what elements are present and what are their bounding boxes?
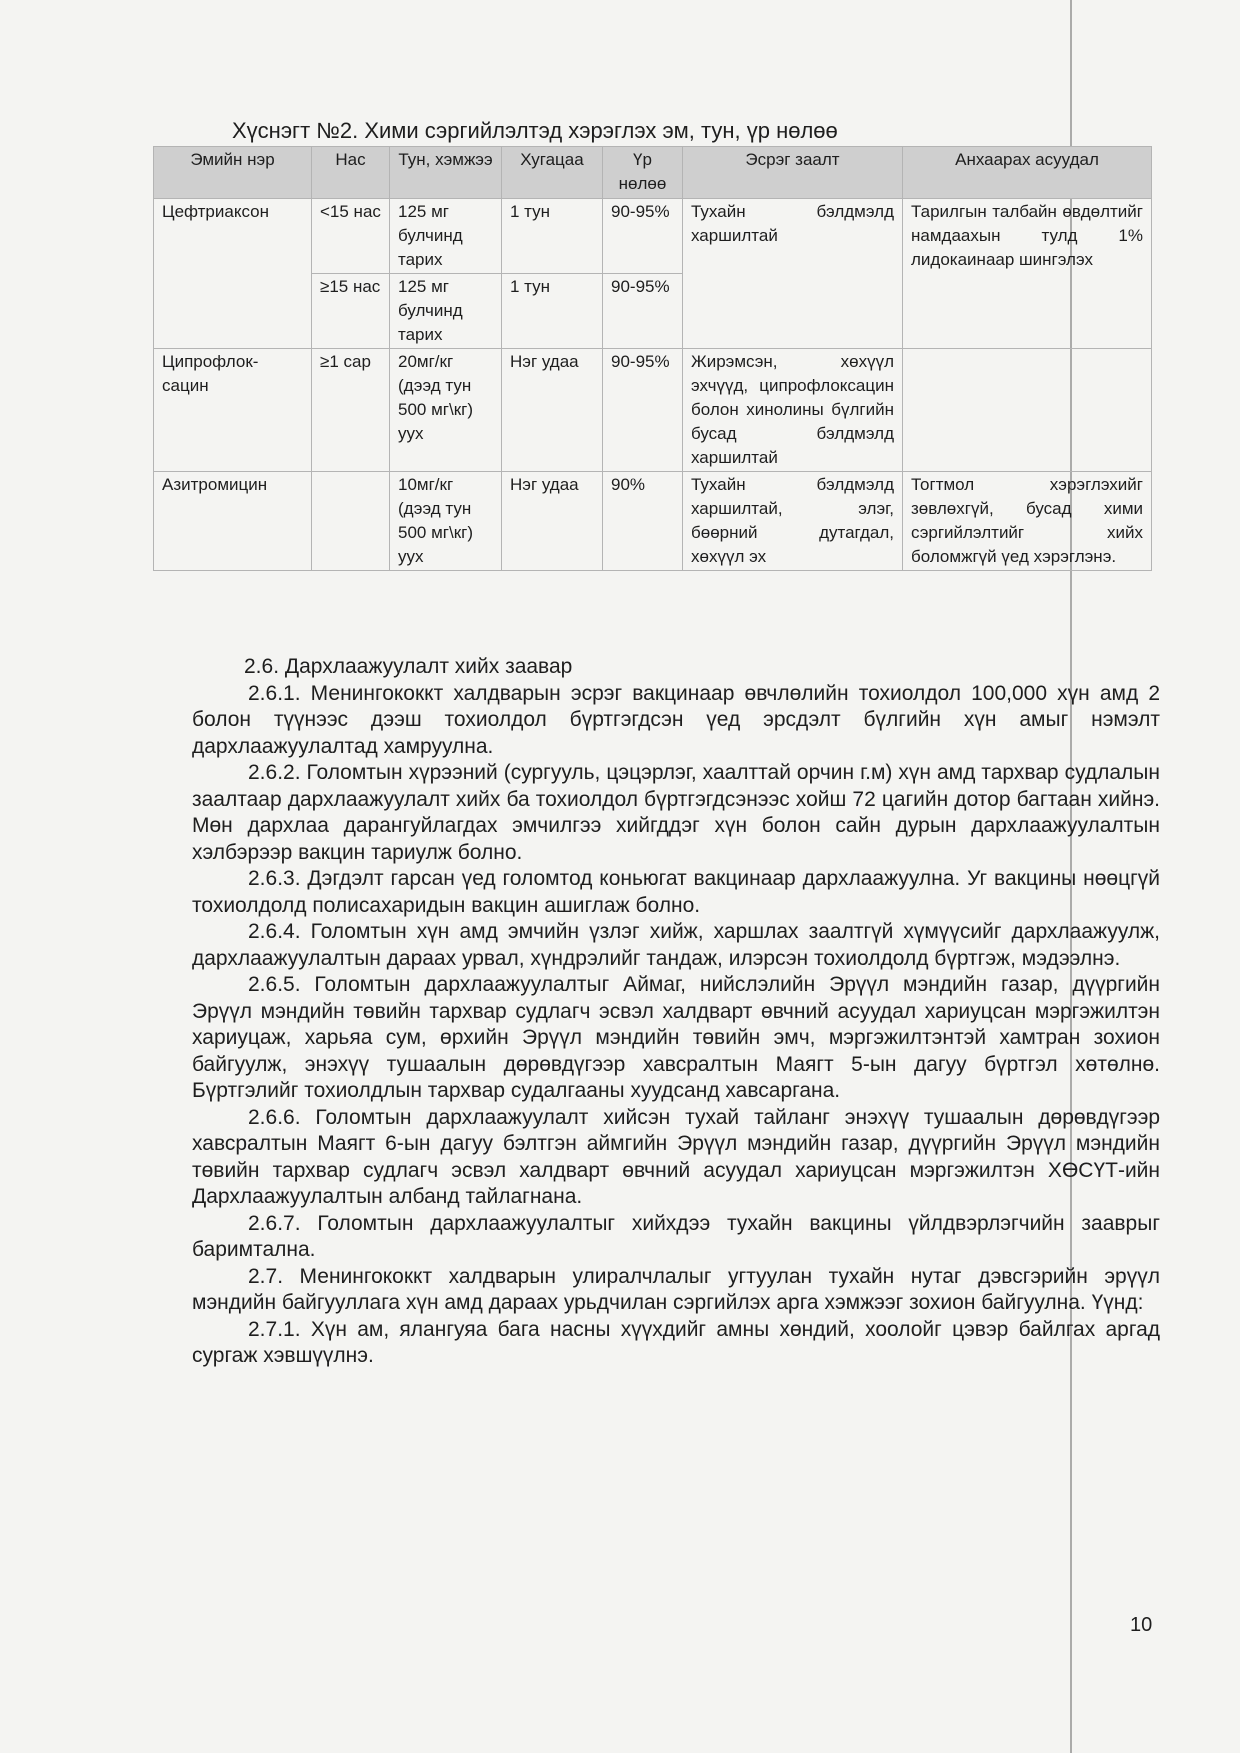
cell-age: <15 нас (312, 199, 390, 274)
paragraph-2-7: 2.7. Менингококкт халдварын улиралчлалыг угтуулан тухайн нутаг дэвсгэрийн эрүүл мэндийн байгууллага хүн амд дараах урьдчилан сэргийлэх арга хэмжээг зохион байгуулна. Үүнд: (192, 1264, 1160, 1314)
table-header-row (154, 147, 1152, 199)
cell-age (312, 472, 390, 571)
paragraph-2-6-6: 2.6.6. Голомтын дархлаажуулалт хийсэн тухай тайланг энэхүү тушаалын дөрөвдүгээр хавсралтын Маягт 6-ын дагуу бэлтгэн аймгийн Эрүүл мэндийн газар, дүүргийн Эрүүл мэндийн төвийн тархвар судлагч эсвэл халдварт өвчний асуудал хариуцсан мэргэжилтэн ХӨСҮТ-ийн Дархлаажуулалтын албанд тайлагнана. (192, 1105, 1160, 1208)
cell-caution: Тарилгын талбайн өвдөлтийг намдаахын тулд 1% лидокаинаар шингэлэх (903, 199, 1152, 349)
header-dose: Тун, хэмжээ (390, 147, 502, 199)
cell-effect: 90-95% (603, 274, 683, 349)
cell-duration: Нэг удаа (502, 349, 603, 472)
table-row-ciprofloxacin (154, 349, 1152, 472)
cell-effect: 90% (603, 472, 683, 571)
cell-contraindication: Жирэмсэн, хөхүүл эхчүүд, ципрофлоксацин болон хинолины бүлгийн бусад бэлдмэлд харшилтай (683, 349, 903, 472)
cell-dose: 125 мг булчинд тарих (390, 199, 502, 274)
cell-duration: Нэг удаа (502, 472, 603, 571)
table-row-azithromycin (154, 472, 1152, 571)
cell-dose: 125 мг булчинд тарих (390, 274, 502, 349)
body-text (192, 654, 1160, 1370)
cell-contraindication: Тухайн бэлдмэлд харшилтай, элэг, бөөрний дутагдал, хөхүүл эх (683, 472, 903, 571)
header-contraindication: Эсрэг заалт (683, 147, 903, 199)
paragraph-2-6-4: 2.6.4. Голомтын хүн амд эмчийн үзлэг хийж, харшлах заалтгүй хүмүүсийг дархлаажуулж, дархлаажуулалтын дараах урвал, хүндрэлийг тандаж, илэрсэн тохиолдолд бүртгэж, мэдээлнэ. (192, 920, 1160, 970)
section-heading-2-6: 2.6. Дархлаажуулалт хийх заавар (244, 655, 573, 678)
cell-dose: 10мг/кг (дээд тун 500 мг\кг) уух (390, 472, 502, 571)
cell-effect: 90-95% (603, 199, 683, 274)
paragraph-2-6-2: 2.6.2. Голомтын хүрээний (сургууль, цэцэрлэг, хаалттай орчин г.м) хүн амд тархвар судлалын заалтаар дархлаажуулалт хийх ба тохиолдол бүртгэгдсэнээс хойш 72 цагийн дотор багтаан хийнэ. Мөн дархлаа дарангуйлагдах эмчилгээ хийгддэг хүн болон сайн дурын дархлаажуулалтын хэлбэрээр вакцин тариулж болно. (192, 761, 1160, 864)
cell-duration: 1 тун (502, 199, 603, 274)
header-duration: Хугацаа (502, 147, 603, 199)
cell-caution: Тогтмол хэрэглэхийг зөвлөхгүй, бусад хими сэргийлэлтийг хийх боломжгүй үед хэрэглэнэ. (903, 472, 1152, 571)
header-caution: Анхаарах асуудал (903, 147, 1152, 199)
header-age: Нас (312, 147, 390, 199)
page-number: 10 (1130, 1614, 1153, 1636)
paragraph-2-7-1: 2.7.1. Хүн ам, ялангуяа бага насны хүүхдийг амны хөндий, хоолойг цэвэр байлгах аргад сургаж хэвшүүлнэ. (192, 1317, 1160, 1367)
cell-contraindication: Тухайн бэлдмэлд харшилтай (683, 199, 903, 349)
header-effect: Үр нөлөө (603, 147, 683, 199)
cell-duration: 1 тун (502, 274, 603, 349)
paragraph-2-6-1: 2.6.1. Менингококкт халдварын эсрэг вакцинаар өвчлөлийн тохиолдол 100,000 хүн амд 2 болон түүнээс дээш тохиолдол бүртгэгдсэн үед эрсдэлт бүлгийн хүн амыг нэмэлт дархлаажуулалтад хамруулна. (192, 681, 1160, 758)
cell-drug-name: Ципрофлок-сацин (154, 349, 312, 472)
cell-drug-name: Азитромицин (154, 472, 312, 571)
drug-table (153, 146, 1152, 571)
header-drug-name: Эмийн нэр (154, 147, 312, 199)
paragraph-2-6-5: 2.6.5. Голомтын дархлаажуулалтыг Аймаг, нийслэлийн Эрүүл мэндийн газар, дүүргийн Эрүүл мэндийн төвийн тархвар судлагч эсвэл халдварт өвчний асуудал хариуцсан мэргэжилтэн хариуцаж, харьяа сум, өрхийн Эрүүл мэндийн төвийн эмч, мэргэжилтэнтэй хамтран зохион байгуулж, энэхүү тушаалын дөрөвдүгээр хавсралтын Маягт 5-ын дагуу бүртгэл хөтөлнө. Бүртгэлийг тохиолдлын тархвар судалгааны хуудсанд хавсаргана. (192, 973, 1160, 1102)
cell-age: ≥1 сар (312, 349, 390, 472)
cell-drug-name: Цефтриаксон (154, 199, 312, 349)
cell-effect: 90-95% (603, 349, 683, 472)
paragraph-2-6-3: 2.6.3. Дэгдэлт гарсан үед голомтод коньюгат вакцинаар дархлаажуулна. Уг вакцины нөөцгүй тохиолдолд полисахаридын вакцин ашиглаж болно. (192, 867, 1160, 917)
table-row-ceftriaxone-a (154, 199, 1152, 274)
cell-dose: 20мг/кг (дээд тун 500 мг\кг) уух (390, 349, 502, 472)
cell-age: ≥15 нас (312, 274, 390, 349)
cell-caution (903, 349, 1152, 472)
table-title: Хүснэгт №2. Хими сэргийлэлтэд хэрэглэх эм, тун, үр нөлөө (232, 118, 838, 143)
paragraph-2-6-7: 2.6.7. Голомтын дархлаажуулалтыг хийхдээ тухайн вакцины үйлдвэрлэгчийн зааврыг баримтална. (192, 1211, 1160, 1261)
